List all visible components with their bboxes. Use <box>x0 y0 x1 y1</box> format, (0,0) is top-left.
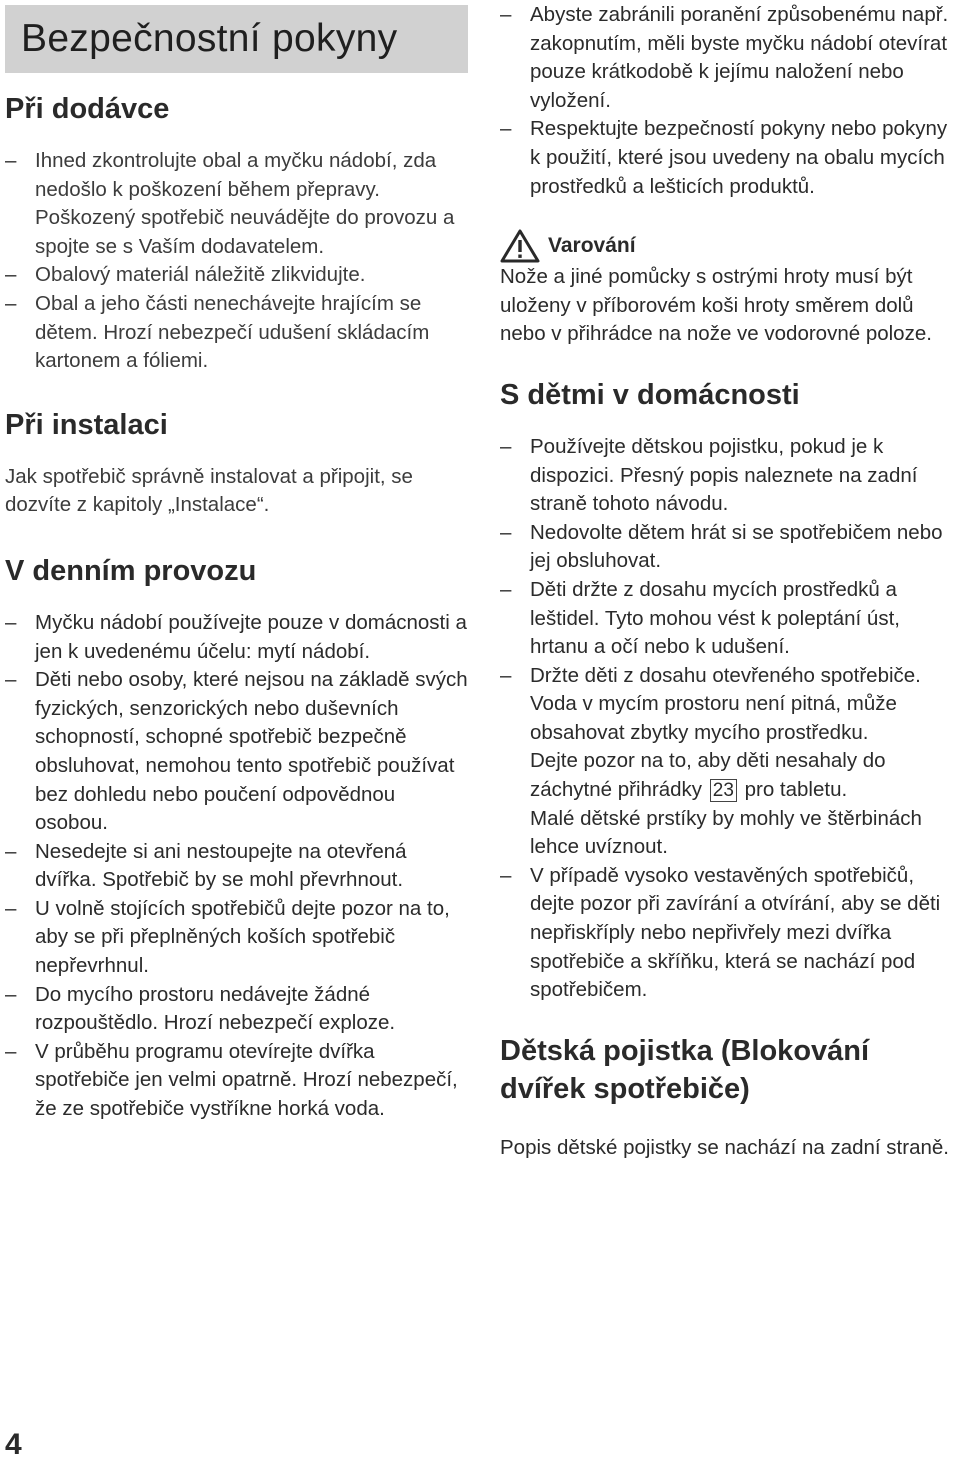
list-item: – V případě vysoko vestavěných spotřebičů, dejte pozor při zavírání a otvírání, aby se děti nepřiskříply nebo nepřivřely mezi dvířka spotřebiče a skříňku, která se nachází pod spotřebičem. <box>500 862 960 1005</box>
list-item: – Do mycího prostoru nedávejte žádné rozpouštědlo. Hrozí nebezpečí exploze. <box>5 981 470 1038</box>
list-item: – Nedovolte dětem hrát si se spotřebičem nebo jej obsluhovat. <box>500 519 960 576</box>
list-item: – Respektujte bezpečností pokyny nebo pokyny k použití, které jsou uvedeny na obalu mycích prostředků a lešticích produktů. <box>500 115 960 201</box>
list-item: – Děti nebo osoby, které nejsou na základě svých fyzických, senzorických nebo duševních schopností, schopné spotřebič bezpečně obsluhovat, nemohou tento spotřebič používat bez dohledu nebo poučení odpovědnou osobou. <box>5 666 470 838</box>
page-title: Bezpečnostní pokyny <box>21 17 398 60</box>
list-v-dennim-provozu <box>5 609 470 1124</box>
right-column <box>500 0 960 1162</box>
heading-v-dennim-provozu: V denním provozu <box>5 554 257 587</box>
list-item: – Nesedejte si ani nestoupejte na otevřená dvířka. Spotřebič by se mohl převrhnout. <box>5 838 470 895</box>
heading-pri-dodavce: Při dodávce <box>5 93 170 125</box>
list-item-text: Malé dětské prstíky by mohly ve štěrbinách lehce uvíznout. <box>530 806 922 859</box>
list-item: – Obalový materiál náležitě zlikvidujte. <box>5 261 470 290</box>
heading-s-detmi: S dětmi v domácnosti <box>500 378 800 411</box>
list-item-text: Držte děti z dosahu otevřeného spotřebiče. Voda v mycím prostoru není pitná, může obsahovat zbytky mycího prostředku. <box>530 663 921 744</box>
list-item: – Abyste zabránili poranění způsobenému např. zakopnutím, měli byste myčku nádobí otevírat pouze krátkodobě k jejímu naložení nebo vyložení. <box>500 1 960 115</box>
list-item: – Používejte dětskou pojistku, pokud je k dispozici. Přesný popis naleznete na zadní straně tohoto návodu. <box>500 433 960 519</box>
compartment-number-box: 23 <box>710 779 737 802</box>
heading-pri-instalaci: Při instalaci <box>5 408 168 441</box>
list-item: – Myčku nádobí používejte pouze v domácnosti a jen k uvedenému účelu: mytí nádobí. <box>5 609 470 666</box>
warning-label: Varování <box>548 234 636 258</box>
text-detska-pojistka: Popis dětské pojistky se nachází na zadní straně. <box>500 1135 949 1159</box>
list-item: – Děti držte z dosahu mycích prostředků a leštidel. Tyto mohou vést k poleptání úst, hrtanu a očí nebo k udušení. <box>500 576 960 662</box>
list-pri-dodavce <box>5 147 470 376</box>
title-bar <box>5 5 468 73</box>
list-item: – Obal a jeho části nenechávejte hrajícím se dětem. Hrozí nebezpečí udušení skládacím kartonem a fóliemi. <box>5 290 470 376</box>
left-column <box>5 0 470 1124</box>
heading-detska-pojistka: Dětská pojistka (Blokování dvířek spotřebiče) <box>500 1034 870 1105</box>
warning-text: Nože a jiné pomůcky s ostrými hroty musí být uloženy v příborovém koši hroty směrem dolů nebo v přihrádce na nože ve vodorovné poloze. <box>500 265 932 346</box>
list-continued <box>500 1 960 201</box>
list-item <box>500 662 960 862</box>
list-s-detmi <box>500 433 960 1005</box>
list-item-text: Dejte pozor na to, aby děti nesahaly do záchytné přihrádky <box>530 749 886 802</box>
text-pri-instalaci: Jak spotřebič správně instalovat a připojit, se dozvíte z kapitoly „Instalace“. <box>5 464 413 517</box>
list-item: – V průběhu programu otevírejte dvířka spotřebiče jen velmi opatrně. Hrozí nebezpečí, že ze spotřebiče vystříkne horká voda. <box>5 1038 470 1124</box>
warning-header <box>500 229 960 263</box>
list-item: – Ihned zkontrolujte obal a myčku nádobí, zda nedošlo k poškození během přepravy. Poškozený spotřebič neuvádějte do provozu a spojte se s Vaším dodavatelem. <box>5 147 470 261</box>
page-number: 4 <box>5 1428 22 1461</box>
warning-triangle-icon <box>500 229 540 263</box>
list-item: – U volně stojících spotřebičů dejte pozor na to, aby se při přeplněných koších spotřebič nepřevrhnul. <box>5 895 470 981</box>
list-item-text: pro tabletu. <box>744 778 848 802</box>
